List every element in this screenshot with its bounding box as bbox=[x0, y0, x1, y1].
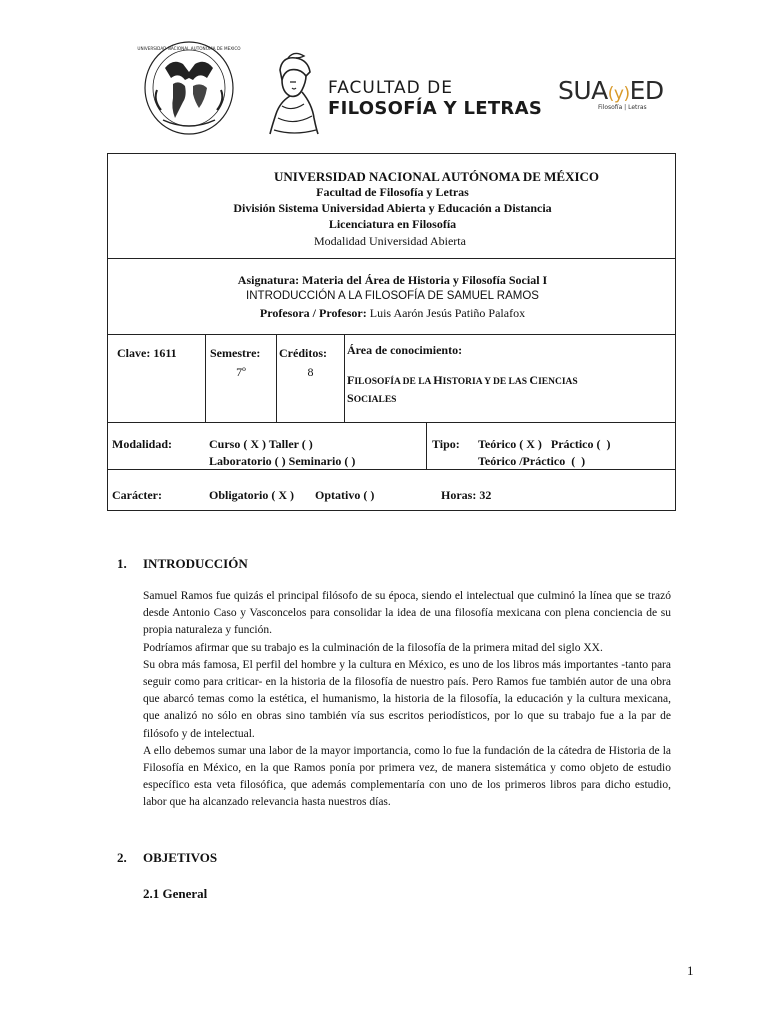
professor-name: Luis Aarón Jesús Patiño Palafox bbox=[369, 306, 526, 320]
table-column-divider bbox=[426, 422, 427, 469]
creditos-label: Créditos: bbox=[279, 346, 327, 360]
area-line1 bbox=[347, 374, 578, 388]
suayed-right: ED bbox=[629, 76, 664, 105]
modality-text: Modalidad Universidad Abierta bbox=[314, 234, 466, 248]
area-text-segment: C bbox=[529, 373, 539, 387]
professor-line bbox=[108, 307, 677, 319]
table-column-divider bbox=[276, 334, 277, 422]
horas-text: Horas: 32 bbox=[441, 488, 492, 502]
faculty-wordmark-line2: FILOSOFÍA Y LETRAS bbox=[328, 98, 543, 119]
section1-paragraph: A ello debemos sumar una labor de la mayor importancia, como lo fue la fundación de la cátedra de Historia de la Filosofía en México, en la que Ramos ponía por primera vez, de manera sistemática y como objeto de estudio específico esta veta filosófica, que además complementaría con uno de los primeros libros para dicho estudio, labor que ha alcanzado relevancia hasta nuestros días. bbox=[143, 744, 671, 809]
unam-seal-logo bbox=[137, 38, 241, 136]
faculty-wordmark-line1: FACULTAD DE bbox=[328, 78, 454, 98]
semestre-value: 7º bbox=[236, 365, 246, 379]
degree-name: Licenciatura en Filosofía bbox=[328, 217, 457, 231]
table-divider bbox=[108, 258, 675, 259]
faculty-wordmark bbox=[328, 80, 542, 118]
area-text-segment: H bbox=[433, 373, 443, 387]
subject-line bbox=[108, 274, 677, 286]
table-column-divider bbox=[344, 334, 345, 422]
suayed-subtitle: Filosofía | Letras bbox=[598, 104, 647, 111]
section2-title: OBJETIVOS bbox=[143, 850, 218, 865]
tipo-options-line2: Teórico /Práctico ( ) bbox=[478, 454, 586, 468]
faculty-name: Facultad de Filosofía y Letras bbox=[316, 185, 469, 199]
area-text-segment: ILOSOFÍA DE LA bbox=[354, 377, 434, 387]
section2-number: 2. bbox=[117, 850, 127, 865]
professor-label: Profesora / Profesor: bbox=[259, 306, 367, 320]
section1-number: 1. bbox=[117, 556, 127, 571]
section1-paragraph: Podríamos afirmar que su trabajo es la culminación de la filosofía de la primera mitad del siglo XX. bbox=[143, 641, 603, 654]
table-divider bbox=[108, 422, 675, 423]
modalidad-options-line2: Laboratorio ( ) Seminario ( ) bbox=[209, 454, 356, 468]
table-column-divider bbox=[205, 334, 206, 422]
area-text-segment: ISTORIA Y DE LAS bbox=[442, 377, 530, 387]
suayed-wordmark bbox=[558, 76, 664, 105]
section1-paragraph: Samuel Ramos fue quizás el principal filósofo de su época, siendo el intelectual que culminó la línea que se trazó desde Antonio Caso y Vasconcelos para consolidar la idea de una filosofía mexicana con plena conciencia de su propia naturaleza y función. bbox=[143, 590, 671, 637]
area-text-segment: IENCIAS bbox=[538, 377, 578, 387]
area-label: Área de conocimiento: bbox=[347, 343, 463, 357]
athena-logo bbox=[260, 52, 322, 136]
subject-value: Materia del Área de Historia y Filosofía Social I bbox=[302, 273, 548, 287]
section1-paragraph: Su obra más famosa, El perfil del hombre y la cultura en México, es uno de los libros más importantes -tanto para seguir como para criticar- en la historia de la filosofía de nuestro país. Pero Ramos fue también autor de una obra que abarcó temas como la estética, el humanismo, la historia de la filosofía, la educación y la cultura mexicana, que analizó no sólo en obras sino también vía sus escritos periodísticos, por lo que su trabajo fue a la par de filósofo y de intelectual. bbox=[143, 658, 671, 740]
subject-label: Asignatura: bbox=[237, 273, 300, 287]
header-logos bbox=[0, 0, 768, 150]
suayed-mid: (y) bbox=[607, 84, 630, 104]
area-line2 bbox=[347, 392, 396, 406]
table-divider bbox=[108, 469, 675, 470]
modalidad-options-line1: Curso ( X ) Taller ( ) bbox=[209, 437, 313, 451]
creditos-value: 8 bbox=[307, 365, 314, 379]
area-text-segment: S bbox=[347, 391, 354, 405]
seal-text: UNIVERSIDAD NACIONAL AUTONOMA DE MEXICO bbox=[137, 46, 241, 51]
course-title: INTRODUCCIÓN A LA FILOSOFÍA DE SAMUEL RAMOS bbox=[246, 290, 539, 302]
suayed-left: SUA bbox=[558, 76, 608, 105]
caracter-options: Obligatorio ( X ) Optativo ( ) bbox=[209, 488, 375, 502]
section1-body bbox=[143, 588, 671, 812]
suayed-logo bbox=[558, 76, 676, 116]
modalidad-label: Modalidad: bbox=[112, 437, 173, 451]
area-text-segment: F bbox=[347, 373, 355, 387]
table-divider bbox=[108, 334, 675, 335]
clave-code: Clave: 1611 bbox=[117, 346, 177, 360]
section2-subtitle: 2.1 General bbox=[143, 886, 208, 901]
tipo-label: Tipo: bbox=[432, 437, 460, 451]
page-number: 1 bbox=[687, 963, 694, 978]
university-name: UNIVERSIDAD NACIONAL AUTÓNOMA DE MÉXICO bbox=[274, 169, 600, 184]
caracter-label: Carácter: bbox=[112, 488, 162, 502]
division-name: División Sistema Universidad Abierta y Educación a Distancia bbox=[233, 201, 552, 215]
area-text-segment: OCIALES bbox=[353, 395, 397, 405]
tipo-options-line1: Teórico ( X ) Práctico ( ) bbox=[478, 437, 611, 451]
semestre-label: Semestre: bbox=[210, 346, 261, 360]
section1-title: INTRODUCCIÓN bbox=[143, 556, 248, 571]
course-info-table bbox=[107, 153, 676, 511]
